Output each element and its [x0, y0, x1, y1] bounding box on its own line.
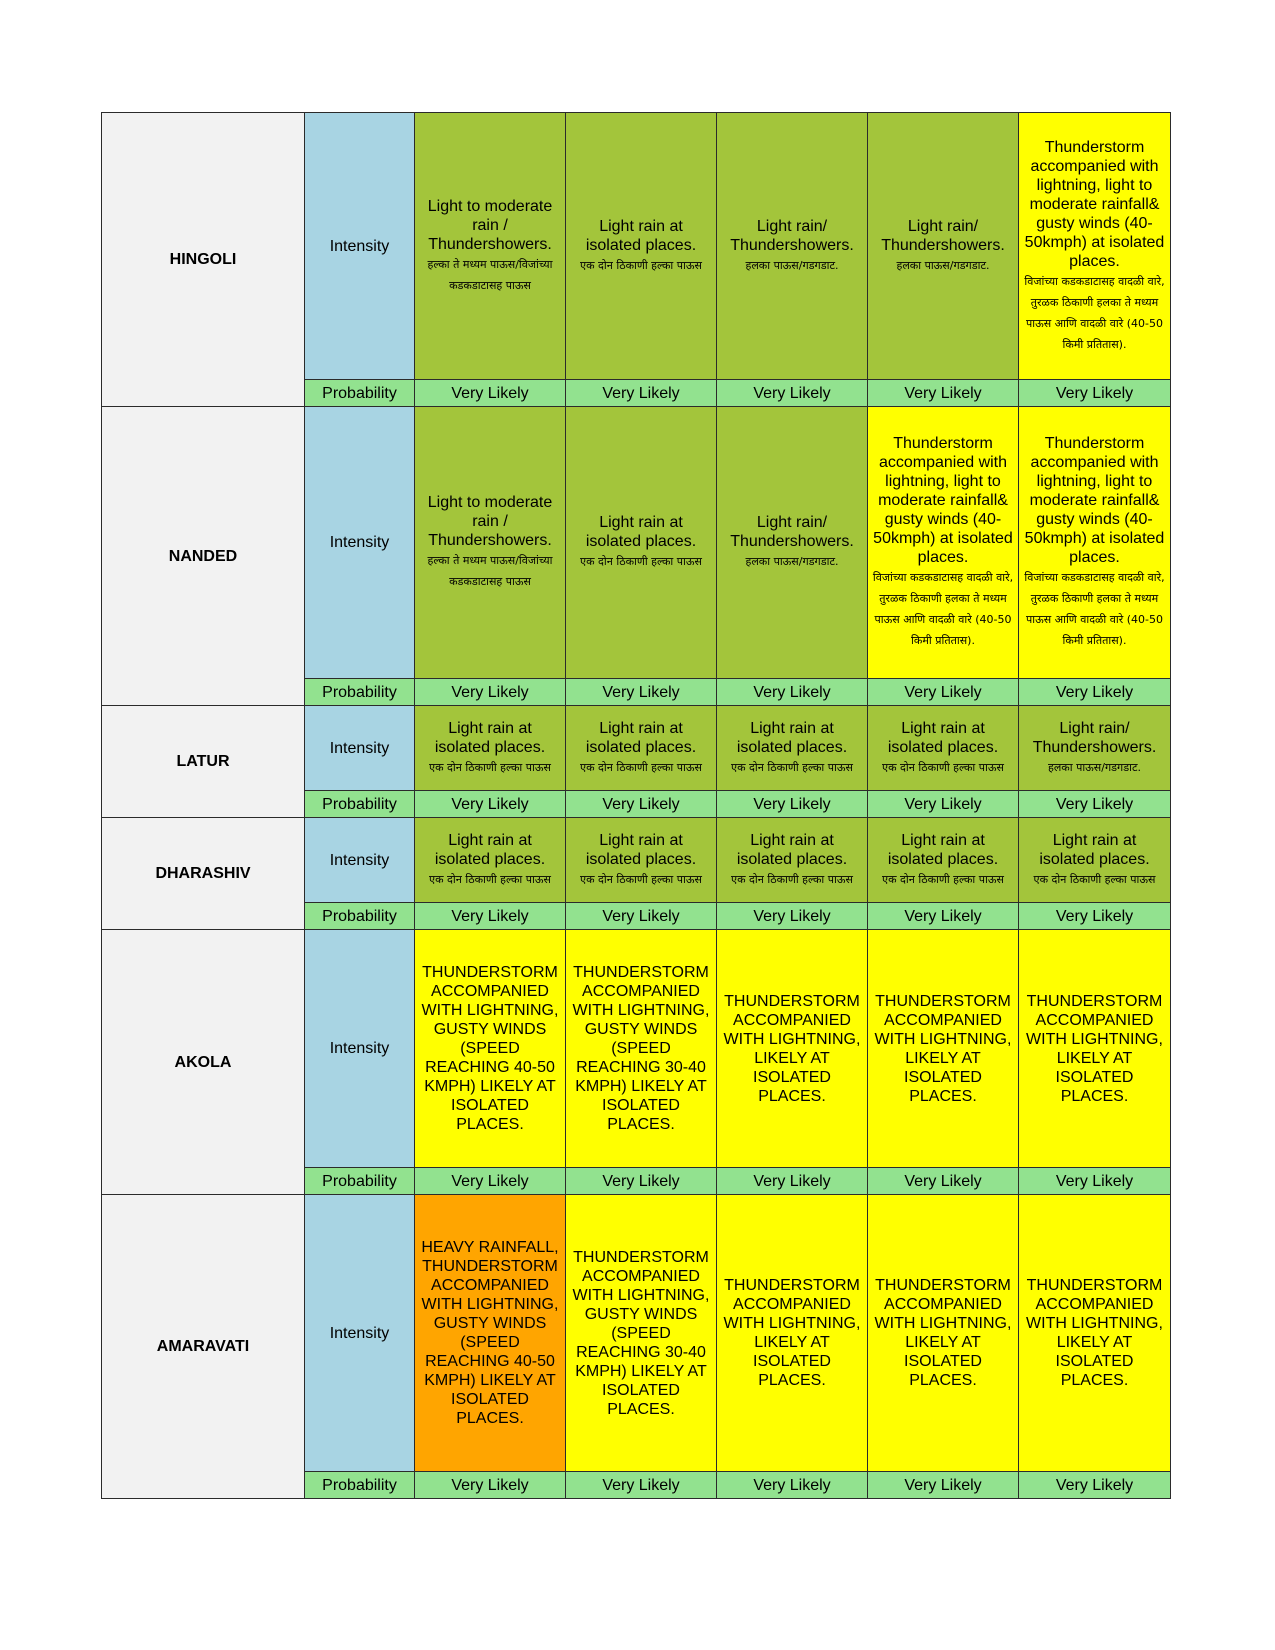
probability-cell: Very Likely	[868, 903, 1019, 930]
probability-cell: Very Likely	[566, 791, 717, 818]
forecast-text-mr: विजांच्या कडकडाटासह वादळी वारे, तुरळक ठिकाणी हलका ते मध्यम पाऊस आणि वादळी वारे (40-50 किमी प्रतितास).	[872, 571, 1014, 647]
probability-cell: Very Likely	[566, 903, 717, 930]
intensity-cell	[717, 113, 868, 380]
district-name: DHARASHIV	[102, 818, 305, 930]
forecast-text-mr: एक दोन ठिकाणी हल्का पाऊस	[882, 760, 1004, 774]
probability-cell: Very Likely	[415, 1168, 566, 1195]
probability-cell: Very Likely	[717, 679, 868, 706]
probability-cell: Very Likely	[1019, 791, 1171, 818]
intensity-label: Intensity	[305, 407, 415, 679]
probability-cell: Very Likely	[1019, 679, 1171, 706]
probability-cell: Very Likely	[717, 791, 868, 818]
intensity-label: Intensity	[305, 113, 415, 380]
forecast-text-mr: विजांच्या कडकडाटासह वादळी वारे, तुरळक ठिकाणी हलका ते मध्यम पाऊस आणि वादळी वारे (40-50 किमी प्रतितास).	[1024, 571, 1165, 647]
forecast-text-mr: हल्का ते मध्यम पाऊस/विजांच्या कडकडाटासह पाऊस	[427, 257, 553, 292]
probability-cell: Very Likely	[717, 380, 868, 407]
forecast-text-mr: एक दोन ठिकाणी हल्का पाऊस	[580, 872, 702, 886]
forecast-text-mr: हलका पाऊस/गडगडाट.	[896, 258, 990, 272]
intensity-cell	[415, 407, 566, 679]
intensity-row	[102, 706, 1171, 791]
intensity-cell	[868, 930, 1019, 1168]
probability-cell: Very Likely	[868, 679, 1019, 706]
forecast-text-en: THUNDERSTORM ACCOMPANIED WITH LIGHTNING, LIKELY AT ISOLATED PLACES.	[1026, 1277, 1163, 1389]
forecast-text-mr: एक दोन ठिकाणी हल्का पाऊस	[882, 872, 1004, 886]
intensity-label: Intensity	[305, 930, 415, 1168]
intensity-label: Intensity	[305, 706, 415, 791]
intensity-cell	[1019, 407, 1171, 679]
forecast-text-mr: विजांच्या कडकडाटासह वादळी वारे, तुरळक ठिकाणी हलका ते मध्यम पाऊस आणि वादळी वारे (40-50 किमी प्रतितास).	[1024, 274, 1165, 351]
table-body	[102, 113, 1171, 1499]
intensity-row	[102, 113, 1171, 380]
probability-label: Probability	[305, 791, 415, 818]
probability-cell: Very Likely	[566, 1472, 717, 1499]
forecast-text-en: Light rain/ Thundershowers.	[881, 217, 1005, 254]
forecast-text-en: Light rain at isolated places.	[434, 831, 546, 868]
intensity-row	[102, 818, 1171, 903]
forecast-text-mr: एक दोन ठिकाणी हल्का पाऊस	[1033, 872, 1156, 886]
forecast-text-en: THUNDERSTORM ACCOMPANIED WITH LIGHTNING, LIKELY AT ISOLATED PLACES.	[723, 1277, 861, 1389]
forecast-text-mr: एक दोन ठिकाणी हल्का पाऊस	[580, 555, 702, 568]
probability-cell: Very Likely	[415, 791, 566, 818]
forecast-text-mr: हलका पाऊस/गडगडाट.	[1047, 760, 1141, 774]
intensity-cell	[566, 407, 717, 679]
district-name: AMARAVATI	[102, 1195, 305, 1499]
intensity-cell	[415, 930, 566, 1168]
forecast-text-en: THUNDERSTORM ACCOMPANIED WITH LIGHTNING, LIKELY AT ISOLATED PLACES.	[723, 992, 861, 1105]
forecast-text-mr: एक दोन ठिकाणी हल्का पाऊस	[580, 760, 702, 774]
intensity-cell	[1019, 113, 1171, 380]
intensity-cell	[717, 407, 868, 679]
forecast-table	[101, 112, 1171, 1499]
probability-cell: Very Likely	[566, 1168, 717, 1195]
district-name: LATUR	[102, 706, 305, 818]
probability-cell: Very Likely	[717, 1168, 868, 1195]
forecast-text-en: Light rain at isolated places.	[585, 719, 697, 756]
intensity-cell	[415, 706, 566, 791]
intensity-cell	[868, 407, 1019, 679]
intensity-cell	[717, 706, 868, 791]
forecast-text-mr: एक दोन ठिकाणी हल्का पाऊस	[580, 258, 702, 272]
intensity-cell	[415, 113, 566, 380]
probability-cell: Very Likely	[868, 380, 1019, 407]
forecast-text-en: Light rain at isolated places.	[585, 217, 697, 254]
forecast-text-en: THUNDERSTORM ACCOMPANIED WITH LIGHTNING, GUSTY WINDS (SPEED REACHING 30-40 KMPH) LIKELY AT ISOLATED PLACES.	[572, 1248, 710, 1418]
intensity-row	[102, 1195, 1171, 1472]
forecast-text-mr: हल्का ते मध्यम पाऊस/विजांच्या कडकडाटासह पाऊस	[427, 554, 553, 588]
probability-cell: Very Likely	[415, 679, 566, 706]
forecast-text-en: Thunderstorm accompanied with lightning, light to moderate rainfall& gusty winds (40-50kmph) at isolated places.	[1024, 138, 1165, 270]
intensity-cell	[415, 1195, 566, 1472]
forecast-text-en: Light rain at isolated places.	[736, 719, 848, 756]
forecast-text-en: Light to moderate rain / Thundershowers.	[427, 197, 553, 253]
forecast-text-mr: एक दोन ठिकाणी हल्का पाऊस	[429, 872, 551, 886]
forecast-text-en: Light rain/ Thundershowers.	[730, 217, 854, 254]
intensity-label: Intensity	[305, 1195, 415, 1472]
forecast-text-en: Light rain at isolated places.	[736, 831, 848, 868]
forecast-text-en: THUNDERSTORM ACCOMPANIED WITH LIGHTNING, GUSTY WINDS (SPEED REACHING 40-50 KMPH) LIKELY AT ISOLATED PLACES.	[421, 964, 559, 1133]
forecast-text-en: HEAVY RAINFALL, THUNDERSTORM ACCOMPANIED WITH LIGHTNING, GUSTY WINDS (SPEED REACHING 40-50 KMPH) LIKELY AT ISOLATED PLACES.	[421, 1239, 559, 1427]
forecast-text-en: Thunderstorm accompanied with lightning, light to moderate rainfall& gusty winds (40-50kmph) at isolated places.	[873, 435, 1013, 566]
intensity-cell	[566, 1195, 717, 1472]
probability-label: Probability	[305, 1472, 415, 1499]
intensity-cell	[415, 818, 566, 903]
forecast-text-en: Light to moderate rain / Thundershowers.	[427, 494, 553, 549]
probability-cell: Very Likely	[717, 1472, 868, 1499]
intensity-cell	[1019, 706, 1171, 791]
forecast-text-en: Light rain/ Thundershowers.	[730, 514, 854, 550]
intensity-cell	[566, 113, 717, 380]
probability-cell: Very Likely	[1019, 1472, 1171, 1499]
forecast-text-en: Light rain at isolated places.	[434, 719, 546, 756]
forecast-text-en: Light rain at isolated places.	[585, 831, 697, 868]
forecast-text-en: Light rain at isolated places.	[887, 719, 999, 756]
intensity-cell	[868, 818, 1019, 903]
forecast-text-en: THUNDERSTORM ACCOMPANIED WITH LIGHTNING, GUSTY WINDS (SPEED REACHING 30-40 KMPH) LIKELY AT ISOLATED PLACES.	[572, 964, 710, 1133]
forecast-text-en: Light rain at isolated places.	[585, 514, 697, 550]
intensity-cell	[717, 1195, 868, 1472]
probability-cell: Very Likely	[566, 679, 717, 706]
probability-label: Probability	[305, 1168, 415, 1195]
probability-label: Probability	[305, 380, 415, 407]
forecast-text-mr: एक दोन ठिकाणी हल्का पाऊस	[731, 872, 853, 886]
forecast-text-mr: हलका पाऊस/गडगडाट.	[745, 258, 839, 272]
forecast-text-en: THUNDERSTORM ACCOMPANIED WITH LIGHTNING, LIKELY AT ISOLATED PLACES.	[1026, 992, 1163, 1105]
intensity-cell	[1019, 818, 1171, 903]
intensity-cell	[717, 818, 868, 903]
intensity-cell	[868, 113, 1019, 380]
forecast-text-en: Thunderstorm accompanied with lightning, light to moderate rainfall& gusty winds (40-50kmph) at isolated places.	[1024, 435, 1165, 566]
probability-label: Probability	[305, 903, 415, 930]
probability-cell: Very Likely	[1019, 1168, 1171, 1195]
probability-cell: Very Likely	[415, 903, 566, 930]
intensity-cell	[868, 1195, 1019, 1472]
intensity-cell	[868, 706, 1019, 791]
probability-cell: Very Likely	[717, 903, 868, 930]
probability-cell: Very Likely	[868, 1472, 1019, 1499]
intensity-cell	[566, 706, 717, 791]
intensity-cell	[566, 930, 717, 1168]
district-name: HINGOLI	[102, 113, 305, 407]
forecast-text-en: Light rain/ Thundershowers.	[1032, 719, 1157, 756]
probability-cell: Very Likely	[415, 1472, 566, 1499]
forecast-text-mr: हलका पाऊस/गडगडाट.	[745, 555, 839, 568]
forecast-text-en: Light rain at isolated places.	[1039, 831, 1150, 868]
probability-cell: Very Likely	[1019, 380, 1171, 407]
forecast-text-mr: एक दोन ठिकाणी हल्का पाऊस	[731, 760, 853, 774]
intensity-label: Intensity	[305, 818, 415, 903]
forecast-text-en: Light rain at isolated places.	[887, 831, 999, 868]
intensity-cell	[1019, 930, 1171, 1168]
probability-label: Probability	[305, 679, 415, 706]
forecast-text-en: THUNDERSTORM ACCOMPANIED WITH LIGHTNING, LIKELY AT ISOLATED PLACES.	[874, 992, 1012, 1105]
forecast-text-mr: एक दोन ठिकाणी हल्का पाऊस	[429, 760, 551, 774]
district-name: NANDED	[102, 407, 305, 706]
probability-cell: Very Likely	[566, 380, 717, 407]
forecast-text-en: THUNDERSTORM ACCOMPANIED WITH LIGHTNING, LIKELY AT ISOLATED PLACES.	[874, 1277, 1012, 1389]
intensity-cell	[717, 930, 868, 1168]
probability-cell: Very Likely	[868, 1168, 1019, 1195]
intensity-cell	[566, 818, 717, 903]
probability-cell: Very Likely	[415, 380, 566, 407]
intensity-row	[102, 930, 1171, 1168]
intensity-row	[102, 407, 1171, 679]
intensity-cell	[1019, 1195, 1171, 1472]
probability-cell: Very Likely	[868, 791, 1019, 818]
district-name: AKOLA	[102, 930, 305, 1195]
probability-cell: Very Likely	[1019, 903, 1171, 930]
